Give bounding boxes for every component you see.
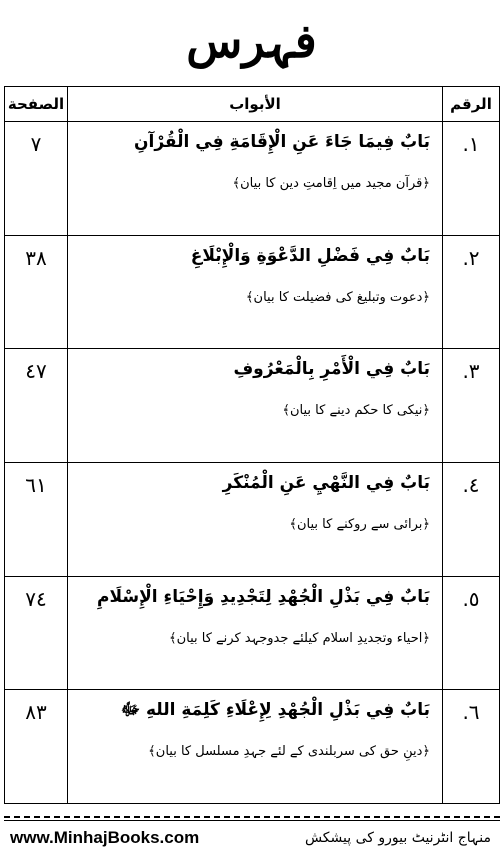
chapter-number: ٣. [443,349,500,463]
table-header-row [5,87,500,122]
chapter-cell [68,122,443,236]
chapter-cell [68,576,443,690]
page-number[interactable]: ٤٧ [5,349,68,463]
chapter-number: ٢. [443,235,500,349]
header-page: الصفحة [5,87,68,122]
table-row[interactable] [5,690,500,804]
page-title: فہرس [186,14,317,68]
chapter-title-urdu: ﴿احیاء وتجدیدِ اسلام کیلئے جدوجہد کرنے کا بیان﴾ [168,630,430,646]
chapter-cell [68,235,443,349]
chapter-title-arabic[interactable]: بَابٌ فِي الْأَمْرِ بِالْمَعْرُوفِ [233,359,430,380]
chapter-number: ٥. [443,576,500,690]
chapter-cell [68,690,443,804]
page-number[interactable]: ٦١ [5,462,68,576]
page-number[interactable]: ٣٨ [5,235,68,349]
footer-divider [4,816,500,818]
chapter-number: ٤. [443,462,500,576]
chapter-title-urdu: ﴿نیکی کا حکم دینے کا بیان﴾ [282,403,430,419]
chapter-title-arabic[interactable]: بَابٌ فِي بَذْلِ الْجُهْدِ لِتَجْدِيدِ وَإِحْيَاءِ الْإِسْلَامِ [97,586,430,607]
chapter-title-urdu: ﴿قرآن مجید میں اِقامتِ دین کا بیان﴾ [232,176,430,191]
header-chapters: الأبواب [68,87,443,122]
chapter-cell [68,462,443,576]
chapter-title-urdu: ﴿دعوت وتبلیغ کی فضیلت کا بیان﴾ [245,289,430,305]
chapter-number: ٦. [443,690,500,804]
footer-credit: منہاج انٹرنیٹ بیورو کی پیشکش [304,830,491,846]
table-row[interactable] [5,349,500,463]
table-row[interactable] [5,462,500,576]
chapter-title-urdu: ﴿برائی سے روکنے کا بیان﴾ [289,516,430,532]
toc-table [4,86,500,804]
chapter-cell [68,349,443,463]
footer-divider-line [4,820,500,821]
page-number[interactable]: ٧٤ [5,576,68,690]
header-number: الرقم [443,87,500,122]
page-number[interactable]: ٨٣ [5,690,68,804]
chapter-title-arabic[interactable]: بَابٌ فِي بَذْلِ الْجُهْدِ لِإِعْلَاءِ كَلِمَةِ اللهِ ﷻ [120,700,430,721]
page-number[interactable]: ٧ [5,122,68,236]
chapter-title-arabic[interactable]: بَابٌ فِي النَّهْيِ عَنِ الْمُنْكَرِ [222,472,430,493]
footer-website-link[interactable]: www.MinhajBooks.com [10,828,200,847]
chapter-number: ١. [443,122,500,236]
table-row[interactable] [5,235,500,349]
chapter-title-urdu: ﴿دینِ حق کی سربلندی کے لئے جہدِ مسلسل کا بیان﴾ [148,744,430,760]
table-row[interactable] [5,122,500,236]
chapter-title-arabic[interactable]: بَابٌ فِيمَا جَاءَ عَنِ الْإِقَامَةِ فِي الْقُرْآنِ [134,132,430,152]
chapter-title-arabic[interactable]: بَابٌ فِي فَضْلِ الدَّعْوَةِ وَالْإِبْلَاغِ [190,245,430,266]
table-row[interactable] [5,576,500,690]
